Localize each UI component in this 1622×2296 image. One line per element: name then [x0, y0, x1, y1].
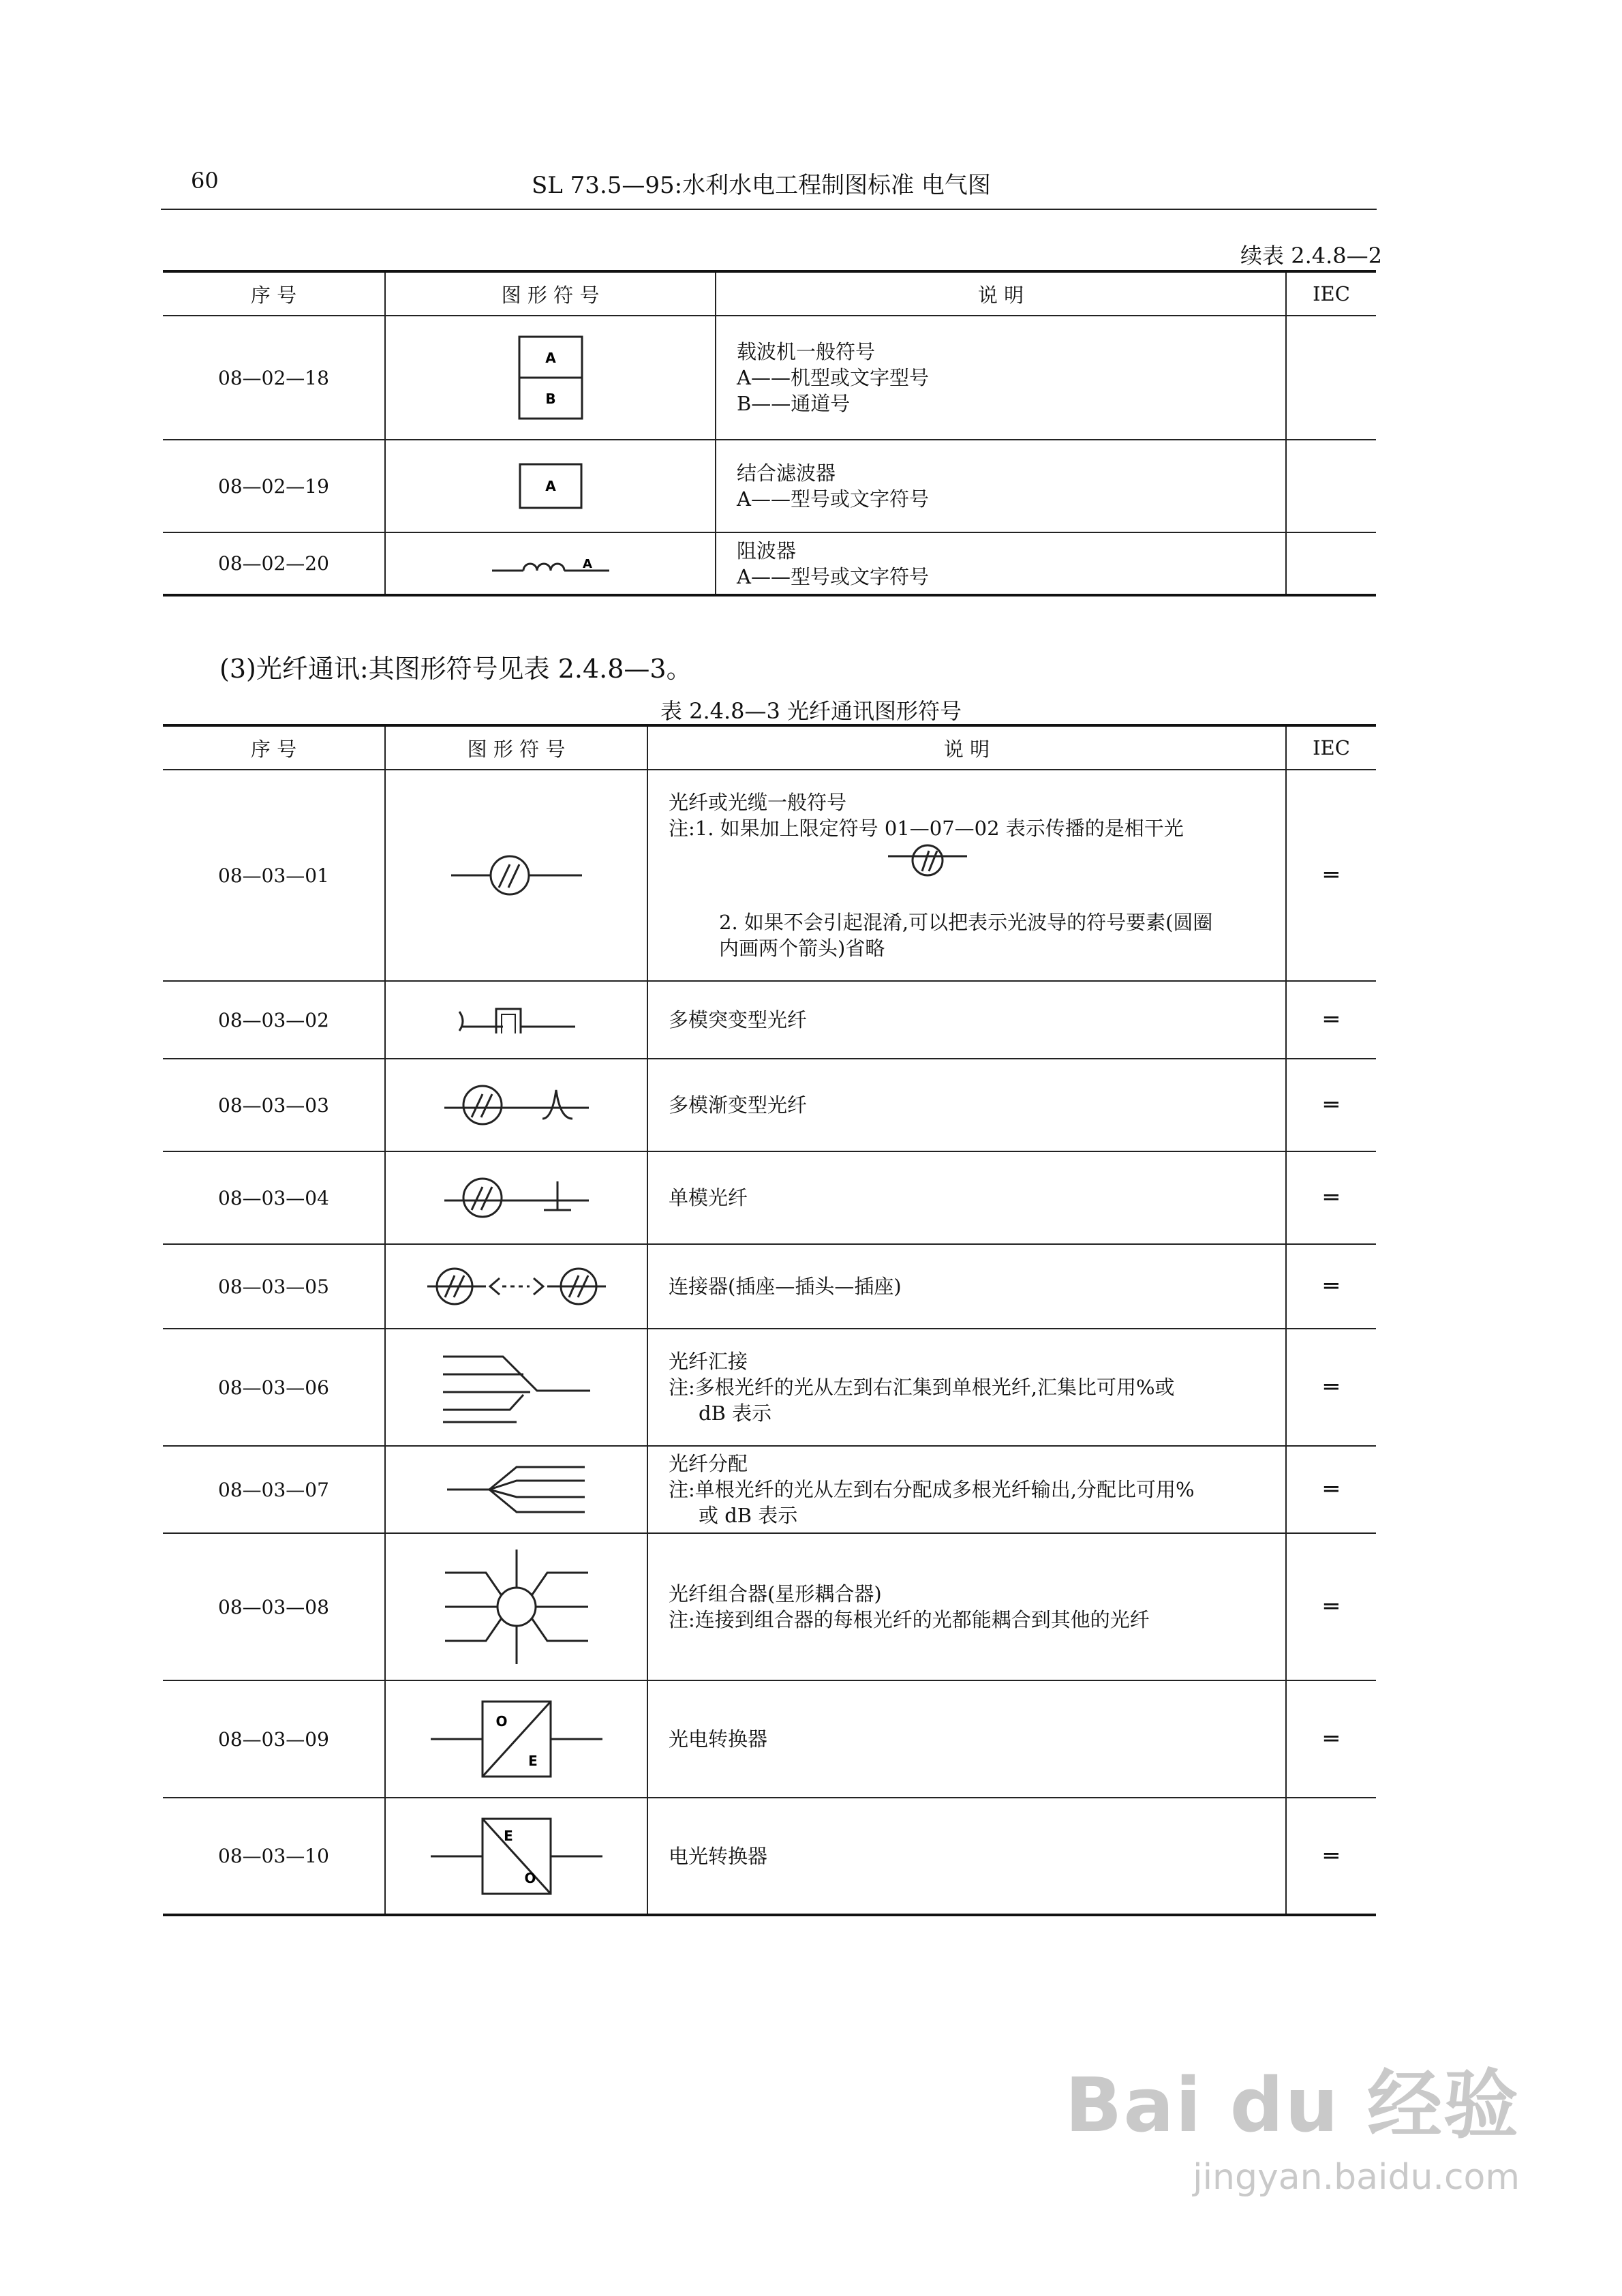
row-id: 08—03—04: [163, 1151, 385, 1244]
symbol-label-a: A: [582, 556, 592, 571]
symbol-label-a: A: [545, 478, 556, 494]
row-iec: ═: [1286, 1329, 1376, 1446]
row-description: [647, 981, 1286, 1059]
row-iec: [1286, 316, 1376, 440]
desc-line: 光纤分配: [669, 1452, 748, 1475]
symbol-label-b: B: [545, 391, 556, 407]
running-title: SL 73.5—95:水利水电工程制图标准 电气图: [532, 172, 991, 199]
row-id: 08—03—07: [163, 1446, 385, 1533]
table-2-4-8-2-continued: [163, 270, 1376, 596]
table-caption: 表 2.4.8—3 光纤通讯图形符号: [660, 698, 962, 724]
desc-line: 单模光纤: [669, 1186, 748, 1209]
desc-line: 光电转换器: [669, 1727, 768, 1751]
section-paragraph: (3)光纤通讯:其图形符号见表 2.4.8—3。: [219, 654, 692, 684]
row-iec: ═: [1286, 981, 1376, 1059]
baidu-watermark: [1065, 2045, 1520, 2198]
row-id: 08—02—18: [163, 316, 385, 440]
desc-line: 载波机一般符号: [737, 340, 876, 363]
desc-line: A——型号或文字符号: [737, 487, 929, 511]
optical-fiber-symbol: [385, 770, 647, 981]
row-id: 08—02—20: [163, 532, 385, 595]
electrical-optical-converter-symbol: [385, 1798, 647, 1915]
desc-line: 电光转换器: [669, 1844, 768, 1868]
desc-line: 阻波器: [737, 539, 797, 562]
table-row: [163, 1059, 1376, 1151]
table-header-row: [163, 725, 1376, 770]
desc-line: 注:多根光纤的光从左到右汇集到单根光纤,汇集比可用%或: [669, 1376, 1175, 1399]
row-description: [716, 316, 1286, 440]
col-header-seq: 序 号: [163, 725, 385, 770]
row-id: 08—03—10: [163, 1798, 385, 1915]
symbol-label-a: A: [545, 350, 556, 366]
row-iec: [1286, 440, 1376, 532]
star-coupler-symbol: [385, 1533, 647, 1680]
table-row: [163, 1329, 1376, 1446]
symbol-label-o: O: [523, 1869, 536, 1886]
col-header-description: 说 明: [647, 725, 1286, 770]
col-header-iec: IEC: [1286, 271, 1376, 316]
table-row: [163, 1446, 1376, 1533]
header-rule: [161, 209, 1377, 210]
row-description: [647, 1059, 1286, 1151]
col-header-iec: IEC: [1286, 725, 1376, 770]
row-iec: ═: [1286, 1244, 1376, 1329]
coherent-light-symbol: [887, 841, 968, 882]
connector-symbol: [385, 1244, 647, 1329]
wave-trap-symbol: [385, 532, 716, 595]
row-iec: ═: [1286, 1798, 1376, 1915]
desc-line: 光纤组合器(星形耦合器): [669, 1582, 882, 1605]
carrier-machine-symbol: [385, 316, 716, 440]
optical-electrical-converter-symbol: [385, 1680, 647, 1798]
table-continuation-label: 续表 2.4.8—2: [1240, 243, 1382, 269]
row-description: [647, 1680, 1286, 1798]
table-row: [163, 770, 1376, 981]
desc-line: 内画两个箭头)省略: [719, 937, 885, 960]
row-id: 08—03—06: [163, 1329, 385, 1446]
table-row: [163, 1533, 1376, 1680]
multimode-graded-index-fiber-symbol: [385, 1059, 647, 1151]
row-description: [716, 440, 1286, 532]
table-row: [163, 1244, 1376, 1329]
table-row: [163, 981, 1376, 1059]
col-header-symbol: 图 形 符 号: [385, 271, 716, 316]
single-mode-fiber-symbol: [385, 1151, 647, 1244]
col-header-seq: 序 号: [163, 271, 385, 316]
watermark-url: jingyan.baidu.com: [1193, 2157, 1520, 2198]
desc-line: 或 dB 表示: [699, 1504, 798, 1527]
row-description: [647, 770, 1286, 981]
desc-line: 多模突变型光纤: [669, 1008, 808, 1031]
desc-line: 2. 如果不会引起混淆,可以把表示光波导的符号要素(圆圈: [719, 911, 1213, 934]
row-id: 08—02—19: [163, 440, 385, 532]
row-id: 08—03—01: [163, 770, 385, 981]
desc-line: 结合滤波器: [737, 462, 836, 485]
table-row: [163, 532, 1376, 595]
table-row: [163, 1798, 1376, 1915]
table-row: [163, 440, 1376, 532]
row-id: 08—03—02: [163, 981, 385, 1059]
desc-line: A——型号或文字符号: [737, 564, 929, 588]
multimode-step-index-fiber-symbol: [385, 981, 647, 1059]
desc-line: 注:单根光纤的光从左到右分配成多根光纤输出,分配比可用%: [669, 1478, 1195, 1501]
symbol-label-e: E: [503, 1827, 513, 1844]
desc-line: B——通道号: [737, 392, 851, 415]
row-description: [716, 532, 1286, 595]
row-description: [647, 1533, 1286, 1680]
col-header-symbol: 图 形 符 号: [385, 725, 647, 770]
row-description: [647, 1446, 1286, 1533]
desc-line: 光纤或光缆一般符号: [669, 791, 847, 814]
desc-line: 多模渐变型光纤: [669, 1093, 808, 1117]
desc-line: dB 表示: [699, 1402, 772, 1425]
table-header-row: [163, 271, 1376, 316]
row-id: 08—03—08: [163, 1533, 385, 1680]
page-number: 60: [191, 168, 219, 194]
row-description: [647, 1244, 1286, 1329]
row-description: [647, 1151, 1286, 1244]
row-id: 08—03—03: [163, 1059, 385, 1151]
row-id: 08—03—09: [163, 1680, 385, 1798]
watermark-brand: Bai du 经验: [1065, 2061, 1520, 2149]
table-row: [163, 1151, 1376, 1244]
symbol-label-e: E: [527, 1753, 538, 1769]
symbol-label-o: O: [495, 1713, 508, 1729]
row-iec: [1286, 532, 1376, 595]
row-iec: ═: [1286, 1680, 1376, 1798]
desc-line: 注:连接到组合器的每根光纤的光都能耦合到其他的光纤: [669, 1608, 1150, 1631]
desc-line: A——机型或文字型号: [737, 366, 929, 389]
row-iec: ═: [1286, 1151, 1376, 1244]
table-row: [163, 1680, 1376, 1798]
coupling-filter-symbol: [385, 440, 716, 532]
table-2-4-8-3-fiber-optic-symbols: [163, 724, 1376, 1916]
row-iec: ═: [1286, 1059, 1376, 1151]
row-description: [647, 1798, 1286, 1915]
row-iec: ═: [1286, 1446, 1376, 1533]
desc-line: 连接器(插座—插头—插座): [669, 1275, 902, 1298]
row-iec: ═: [1286, 770, 1376, 981]
desc-line: 光纤汇接: [669, 1350, 748, 1373]
table-row: [163, 316, 1376, 440]
fiber-junction-symbol: [385, 1329, 647, 1446]
fiber-distribution-symbol: [385, 1446, 647, 1533]
row-iec: ═: [1286, 1533, 1376, 1680]
desc-line: 注:1. 如果加上限定符号 01—07—02 表示传播的是相干光: [669, 817, 1184, 840]
row-description: [647, 1329, 1286, 1446]
col-header-description: 说 明: [716, 271, 1286, 316]
row-id: 08—03—05: [163, 1244, 385, 1329]
